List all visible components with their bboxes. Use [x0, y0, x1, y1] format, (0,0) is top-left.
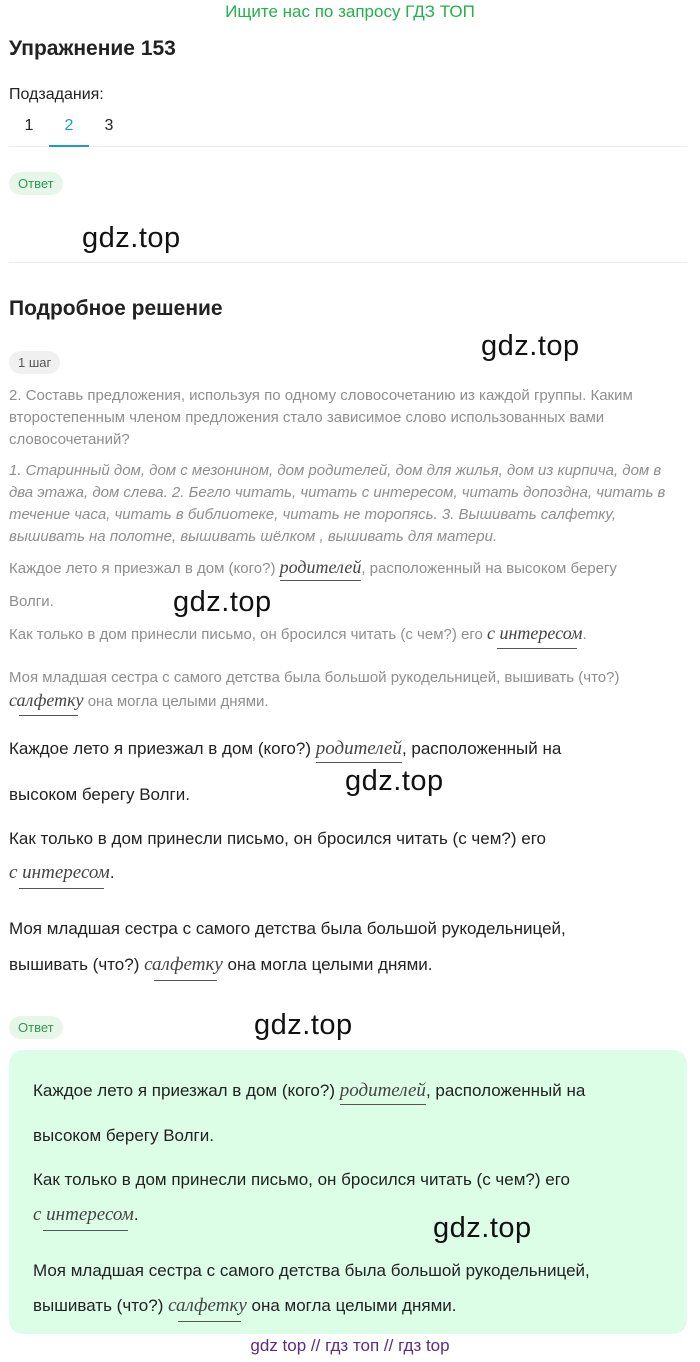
answer-sentence-3-tail	[33, 1295, 673, 1317]
handwritten-word: салфетку	[144, 954, 223, 976]
answer-sentence-3: Моя младшая сестра с самого детства была большой рукодельницей,	[33, 1261, 590, 1280]
draft-sentence-1	[9, 556, 689, 580]
watermark: gdz.top	[481, 330, 580, 362]
tab-2[interactable]: 2	[49, 111, 89, 147]
draft-sentence-3: Моя младшая сестра с самого детства была большой рукодельницей, вышивать (что?)	[9, 669, 620, 686]
sentence-text: Каждое лето я приезжал в дом (кого?)	[33, 1081, 340, 1100]
sentence-text: Каждое лето я приезжал в дом (кого?)	[9, 560, 280, 577]
handwritten-word: салфетку	[9, 689, 84, 711]
subtasks-label: Подзадания:	[9, 86, 104, 103]
page-title: Упражнение 153	[9, 37, 176, 60]
draft-sentence-3-tail	[9, 689, 689, 713]
answer-sentence-2-tail	[33, 1204, 673, 1226]
sentence-text: вышивать (что?)	[33, 1296, 169, 1315]
watermark: gdz.top	[345, 765, 444, 797]
final-sentence-1	[9, 738, 689, 760]
answer-badge: Ответ	[9, 172, 63, 195]
final-sentence-3-tail	[9, 954, 689, 976]
sentence-text: Как только в дом принесли письмо, он бросился читать (с чем?) его	[9, 626, 488, 643]
answer-sentence-2: Как только в дом принесли письмо, он бросился читать (с чем?) его	[33, 1170, 571, 1189]
footer-links[interactable]: gdz top // гдз топ // гдз top	[250, 1336, 450, 1355]
sentence-text: Каждое лето я приезжал в дом (кого?)	[9, 739, 316, 758]
sentence-text: .	[582, 626, 587, 643]
handwritten-word: с интересом	[487, 622, 583, 644]
draft-sentence-2	[9, 622, 689, 646]
handwritten-word: родителей	[316, 738, 402, 760]
subtask-tabs	[9, 111, 687, 147]
sentence-text: , расположенный на высоком берегу	[361, 560, 617, 577]
sentence-text: .	[109, 863, 115, 882]
word-groups-text: 1. Старинный дом, дом с мезонином, дом родителей, дом для жилья, дом из кирпича, дом в два этажа, дом слева. 2. Бегло читать, читать с интересом, читать допоздна, читать в течение часа, читать в библиотеке, читать не торопясь. 3. Вышивать салфетку, вышивать на полотне, вышивать шёлком , вышивать для матери.	[9, 462, 666, 545]
sentence-text: вышивать (что?)	[9, 955, 145, 974]
answer-sentence-1	[33, 1080, 673, 1102]
search-banner: Ищите нас по запросу ГДЗ ТОП	[225, 2, 475, 21]
sentence-text: , расположенный на	[401, 739, 562, 758]
watermark: gdz.top	[254, 1009, 353, 1041]
sentence-text: она могла целыми днями.	[246, 1296, 457, 1315]
sentence-text: она могла целыми днями.	[222, 955, 433, 974]
handwritten-word: родителей	[280, 556, 362, 578]
sentence-text: , расположенный на	[425, 1081, 586, 1100]
handwritten-word: салфетку	[168, 1295, 247, 1317]
sentence-text: она могла целыми днями.	[83, 693, 269, 710]
divider	[9, 262, 687, 263]
watermark: gdz.top	[82, 222, 181, 254]
step-badge: 1 шаг	[9, 351, 60, 374]
final-sentence-2: Как только в дом принесли письмо, он бросился читать (с чем?) его	[9, 829, 547, 848]
tab-3[interactable]: 3	[104, 117, 114, 134]
watermark: gdz.top	[173, 586, 272, 618]
handwritten-word: родителей	[340, 1080, 426, 1102]
task-text: 2. Составь предложения, используя по одному словосочетанию из каждой группы. Каким второстепенным членом предложения стало зависимое слово использованных вами словосочетаний?	[9, 387, 633, 448]
draft-sentence-1-tail: Волги.	[9, 593, 54, 610]
answer-badge: Ответ	[9, 1016, 63, 1039]
sentence-text: .	[133, 1205, 139, 1224]
answer-sentence-1-tail: высоком берегу Волги.	[33, 1126, 214, 1145]
final-sentence-3: Моя младшая сестра с самого детства была большой рукодельницей,	[9, 919, 566, 938]
tab-1[interactable]: 1	[24, 117, 34, 134]
final-sentence-2-tail	[9, 862, 689, 884]
watermark: gdz.top	[433, 1212, 532, 1244]
handwritten-word: с интересом	[33, 1204, 134, 1226]
section-title: Подробное решение	[9, 297, 223, 320]
handwritten-word: с интересом	[9, 862, 110, 884]
final-sentence-1-tail: высоком берегу Волги.	[9, 785, 190, 804]
